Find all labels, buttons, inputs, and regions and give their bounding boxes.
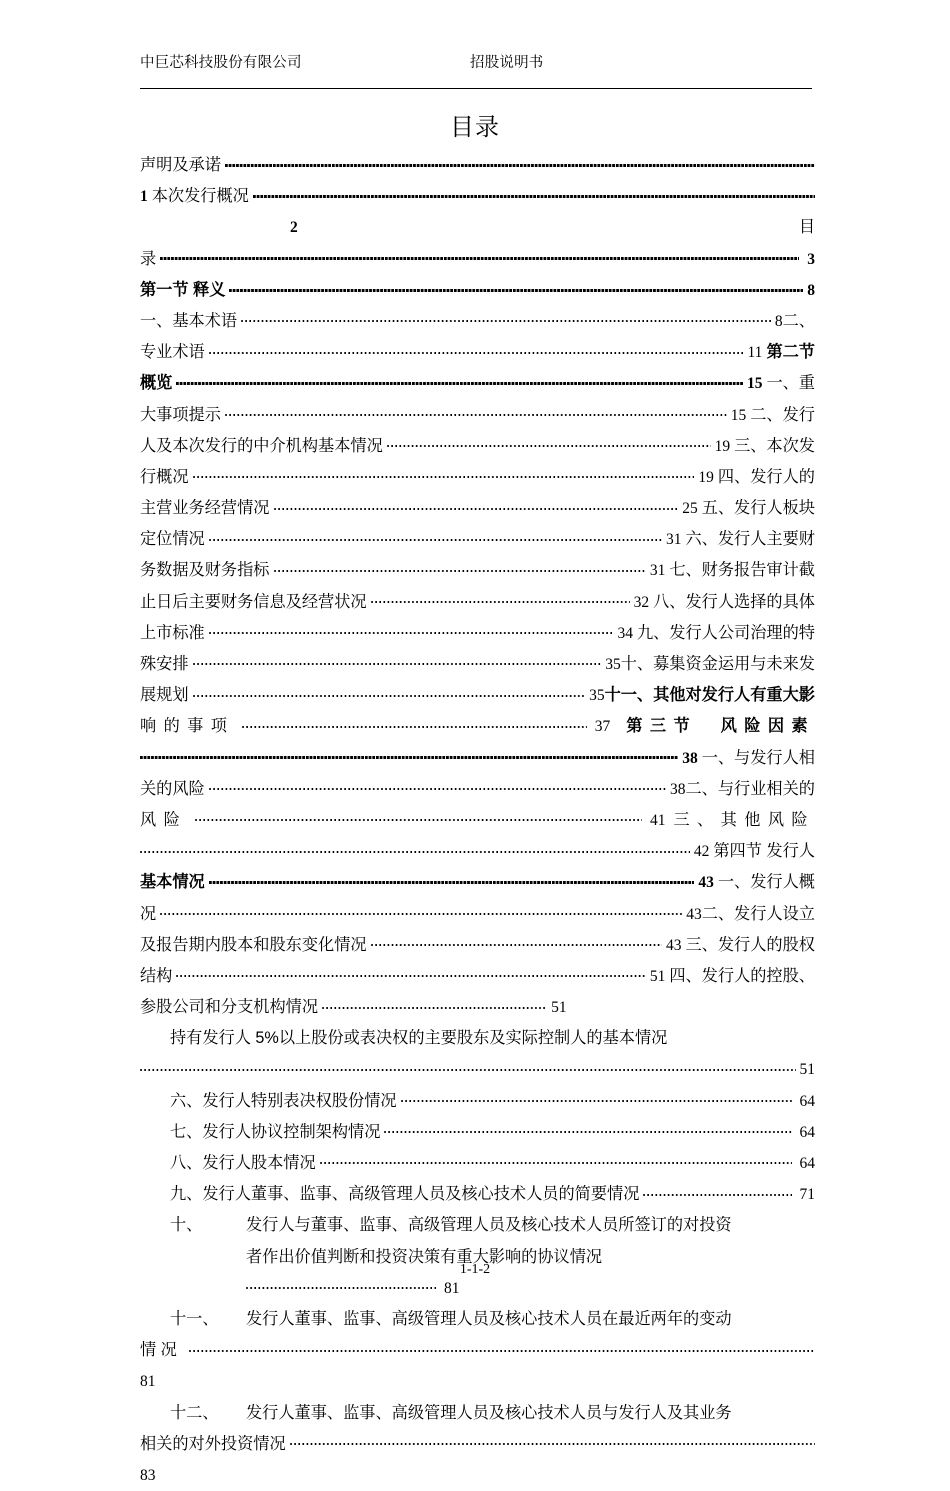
toc-page-number: 37 [594,718,611,736]
toc-entry-marker: 七、 [170,1122,203,1141]
toc-entry[interactable] [140,1304,815,1335]
toc-entry-continuation: 三、发行人的股权 [685,935,815,954]
toc-entry-continuation: 二、 [782,311,815,330]
toc-entry-label: 一、基本术语 [140,311,238,330]
toc-entry[interactable] [140,930,815,961]
toc-entry-continuation: 二、发行人设立 [701,904,815,923]
toc-entry-label: 概览 [140,374,173,393]
toc-entry-continuation: 七、财务报告审计截 [669,561,815,580]
dot-leader [140,840,690,856]
toc-entry-label: 声明及承诺 [140,156,221,174]
toc-entry-label: 人及本次发行的中介机构基本情况 [140,436,383,455]
toc-entry[interactable] [140,400,815,431]
toc-entry-label: 发行人董事、监事、高级管理人员及核心技术人员的简要情况 [202,1185,640,1204]
toc-entry[interactable] [140,181,815,212]
dot-leader [193,653,602,669]
toc-entry[interactable] [140,649,815,680]
toc-entry-leader-row[interactable] [140,1054,815,1085]
toc-entry-label: 上市标准 [140,623,205,642]
toc-entry[interactable] [140,150,815,181]
toc-entry[interactable] [140,306,815,337]
dot-leader [195,809,642,825]
toc-page-number: 43 [666,936,682,954]
toc-page-number: 15 [746,375,763,393]
toc-page-number: 64 [799,1092,815,1110]
toc-entry-label: 定位情况 [140,530,205,549]
toc-entry-continuation: 四、发行人的 [717,467,815,486]
dot-leader [209,871,695,887]
header-divider-rule [140,88,812,89]
toc-entry-continuation: 二、与行业相关的 [685,779,815,798]
header-company-name: 中巨芯科技股份有限公司 [140,55,302,71]
dot-leader [225,403,727,419]
dot-leader [193,466,695,482]
dot-leader [229,279,803,295]
toc-entry-continuation: 三、本次发 [734,436,815,455]
toc-entry-label: 关的风险 [140,779,205,798]
toc-entry[interactable] [140,743,815,774]
toc-entry[interactable] [140,1148,815,1179]
toc-entry-label: 录 [140,249,157,268]
toc-page-number: 19 [698,468,714,486]
toc-entry-label: 本次发行概况 [151,187,249,206]
toc-entry[interactable] [140,1179,815,1210]
toc-page-number: 35 [605,656,621,673]
dot-leader [643,1183,791,1199]
toc-entry-label: 殊安排 [140,655,189,673]
toc-entry-label: 响的事项 [140,717,235,736]
dot-leader [290,1433,815,1449]
dot-leader [384,1121,791,1137]
toc-page-number: 81 [140,1373,156,1391]
toc-entry[interactable] [140,587,815,618]
dot-leader [371,934,662,950]
toc-entry-label: 专业术语 [140,343,205,362]
toc-page-number: 8 [807,281,815,299]
dot-leader [401,1089,792,1105]
dot-leader [209,778,666,794]
dot-leader [189,1339,815,1355]
toc-entry[interactable] [140,493,815,524]
toc-page-number: 32 [633,593,650,611]
toc-entry-label: 发行人董事、监事、高级管理人员及核心技术人员在最近两年的变动 [246,1309,732,1328]
toc-entry-continuation: 一、发行人概 [717,873,815,892]
toc-page-number: 31 [649,562,666,580]
toc-page-number: 81 [444,1279,460,1297]
toc-page-number: 43 [686,905,702,923]
toc-page-number: 71 [799,1186,815,1204]
toc-entry-continuation: 六、发行人主要财 [685,530,815,549]
toc-page-number: 64 [799,1123,815,1141]
toc-page-number: 43 [698,874,714,892]
toc-entry[interactable] [140,899,815,930]
dot-leader [140,1058,796,1074]
toc-entry-label: 大事项提示 [140,405,221,424]
toc-entry[interactable] [140,431,815,462]
toc-page-number: 83 [140,1466,156,1484]
toc-entry[interactable] [140,1023,815,1054]
toc-entry-marker: 十一、 [170,1309,219,1328]
toc-page-number: 2 [290,219,298,237]
toc-entry-marker: 六、 [170,1091,203,1110]
toc-entry-label: 务数据及财务指标 [140,561,270,580]
dot-leader [320,1152,792,1168]
toc-entry-label: 行概况 [140,467,189,486]
toc-entry-continuation: 五、发行人板块 [701,499,815,518]
toc-entry-label: 展规划 [140,686,189,705]
dot-leader [241,310,771,326]
dot-leader [371,590,630,606]
toc-entry[interactable] [140,368,815,399]
toc-entry-continuation: 九、发行人公司治理的特 [636,623,815,642]
toc-entry-label-cont: 相关的对外投资情况 [140,1434,286,1453]
toc-page-number-row [140,1460,815,1491]
toc-entry-continuation: 一、重 [766,374,815,393]
toc-entry-label: 主营业务经营情况 [140,499,270,518]
toc-entry-label-cont: 者作出价值判断和投资决策有重大影响的协议情况 [246,1247,603,1266]
toc-page-number: 51 [799,1061,815,1079]
dot-leader [225,154,815,170]
dot-leader [209,528,662,544]
toc-entry[interactable] [140,992,815,1023]
page-footer: 1-1-2 [459,1262,491,1277]
dot-leader [160,902,682,918]
toc-entry[interactable] [140,867,815,898]
toc-entry-label: 目 [798,218,815,237]
toc-entry-continuation: 一、与发行人相 [701,748,815,767]
toc-page-number-row [140,1366,815,1397]
toc-entry-continuation-row[interactable] [140,1429,815,1460]
toc-entry-label: 风险 [140,810,188,829]
dot-leader [242,715,586,731]
toc-entry-label: 结构 [140,966,173,985]
toc-entry-continuation: 第四节 发行人 [713,842,815,861]
toc-entry[interactable] [140,1398,815,1429]
dot-leader [209,341,744,357]
toc-entry-label: 发行人协议控制架构情况 [202,1122,381,1141]
toc-page-number: 31 [666,531,682,549]
dot-leader [140,746,678,762]
toc-entry[interactable] [140,711,815,742]
toc-page-number: 51 [551,999,567,1017]
toc-entry-label: 发行人股本情况 [202,1154,316,1172]
toc-entry-continuation: 二、发行 [750,405,815,424]
toc-entry-number: 1 [140,188,148,206]
toc-entry[interactable] [140,275,815,306]
toc-entry-continuation: 十、募集资金运用与未来发 [620,655,815,673]
toc-page-number: 64 [799,1155,815,1172]
toc-entry-marker: 九、 [170,1185,203,1204]
toc-page-number: 15 [730,406,747,424]
toc-entry-label: 况 [140,904,157,923]
toc-page-number: 11 [747,344,763,362]
toc-entry-continuation: 八、发行人选择的具体 [653,592,815,611]
dot-leader [193,684,586,700]
toc-entry-label: 参股公司和分支机构情况 [140,998,319,1017]
toc-entry[interactable] [140,1210,815,1241]
toc-entry[interactable] [140,774,815,805]
toc-entry[interactable] [140,337,815,368]
toc-entry[interactable] [140,836,815,867]
toc-entry-continuation-row[interactable] [140,1335,815,1366]
toc-entry-label: 发行人董事、监事、高级管理人员及核心技术人员与发行人及其业务 [246,1403,732,1422]
toc-page-number: 42 [693,843,710,861]
toc-entry-label: 止日后主要财务信息及经营状况 [140,592,367,611]
header-document-type: 招股说明书 [470,55,544,71]
toc-entry-label: 发行人特别表决权股份情况 [202,1091,397,1110]
toc-entry-label: 发行人与董事、监事、高级管理人员及核心技术人员所签订的对投资 [246,1216,732,1235]
toc-entry-marker: 八、 [170,1154,203,1172]
dot-leader [176,372,743,388]
toc-entry-label: 及报告期内股本和股东变化情况 [140,935,367,954]
toc-page-number: 51 [649,967,666,985]
dot-leader [274,497,679,513]
toc-page-number: 34 [617,624,633,642]
toc-entry-continuation: 十一、其他对发行人有重大影 [604,686,815,705]
dot-leader [209,622,614,638]
toc-entry-continuation: 第二节 [766,343,815,362]
toc-page-number: 38 [682,749,698,767]
toc-entry-continuation: 四、发行人的控股、 [669,966,815,985]
toc-entry[interactable] [140,618,815,649]
toc-page-number: 41 [649,811,666,829]
dot-leader [274,559,646,575]
toc-entry[interactable] [140,244,815,275]
toc-entry-label: 持有发行人 5%以上股份或表决权的主要股东及实际控制人的基本情况 [170,1029,668,1048]
toc-entry[interactable] [140,524,815,555]
page-title: 目录 [450,114,500,141]
toc-page-number: 8 [774,312,783,330]
toc-page-number: 25 [682,500,698,518]
toc-entry-continuation: 三、其他风险 [673,810,815,829]
table-of-contents [140,150,815,1491]
toc-entry-marker: 十二、 [170,1403,219,1422]
toc-entry-label-cont: 情况 [140,1341,182,1360]
dot-leader [246,1277,436,1293]
toc-page-number: 3 [807,250,815,268]
toc-entry[interactable] [140,680,815,711]
toc-page-number: 35 [589,687,605,705]
toc-entry [140,212,815,243]
toc-page-number: 38 [670,780,686,798]
toc-entry[interactable] [140,1117,815,1148]
dot-leader [176,965,645,981]
toc-page-number: 19 [714,437,731,455]
toc-entry-label: 第一节 释义 [140,280,226,299]
toc-entry[interactable] [140,961,815,992]
toc-entry-label: 基本情况 [140,873,205,892]
toc-entry-marker: 十、 [170,1216,203,1235]
toc-entry[interactable] [140,462,815,493]
toc-entry[interactable] [140,805,815,836]
dot-leader [387,435,711,451]
toc-entry[interactable] [140,555,815,586]
toc-entry-continuation: 第三节 风险因素 [626,717,815,736]
dot-leader [160,247,799,263]
toc-entry[interactable] [140,1086,815,1117]
dot-leader [253,185,815,201]
dot-leader [322,996,547,1012]
